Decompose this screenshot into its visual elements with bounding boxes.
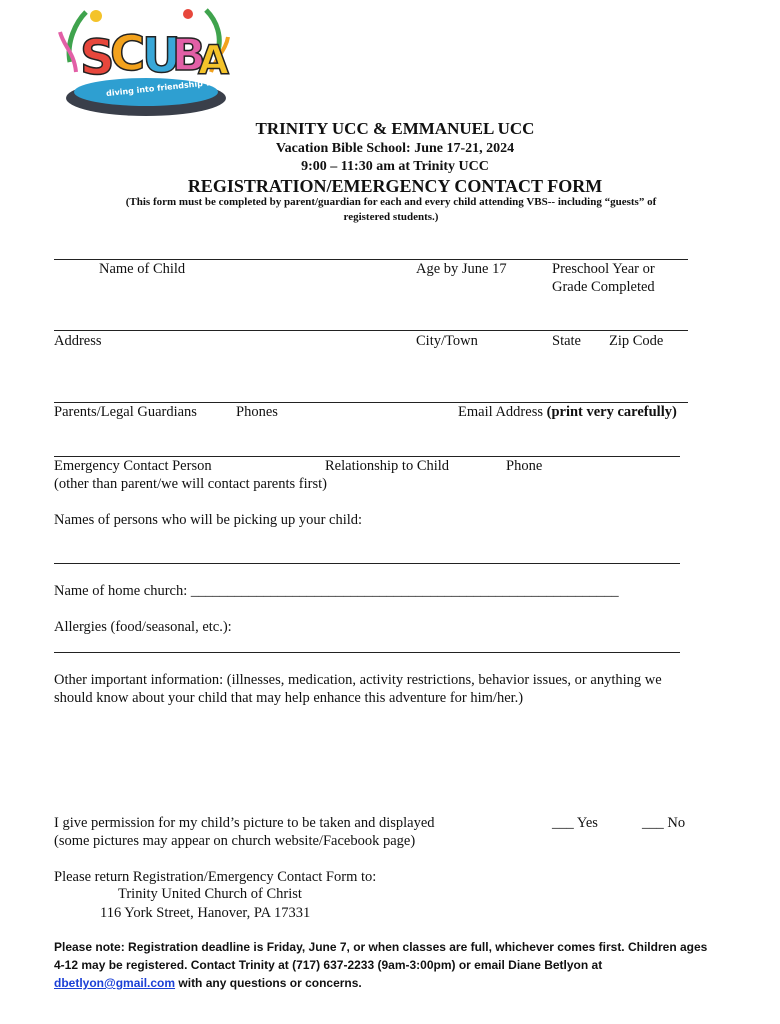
- svg-text:S: S: [80, 30, 115, 86]
- phones-label: Phones: [236, 404, 278, 420]
- address-line[interactable]: [54, 330, 688, 331]
- scuba-logo: [56, 2, 247, 120]
- email-label: Email Address (print very carefully): [458, 404, 677, 420]
- form-instructions: (This form must be completed by parent/guardian for each and every child attending VBS-- including “guests” of: [125, 196, 657, 208]
- permission-label: I give permission for my child’s picture to be taken and displayed: [54, 815, 435, 831]
- phone-label: Phone: [506, 458, 543, 474]
- parents-line[interactable]: [54, 402, 688, 403]
- relationship-label: Relationship to Child: [325, 458, 450, 474]
- emergency-line[interactable]: [54, 456, 680, 457]
- grade-label-2: Grade Completed: [552, 279, 655, 295]
- svg-text:C: C: [110, 26, 146, 82]
- permission-yes[interactable]: ___ Yes: [552, 815, 598, 831]
- permission-no[interactable]: ___ No: [642, 815, 686, 831]
- allergies-label: Allergies (food/seasonal, etc.):: [54, 619, 232, 635]
- emergency-person-label: Emergency Contact Person: [54, 458, 212, 474]
- pickup-label: Names of persons who will be picking up your child:: [54, 512, 363, 528]
- form-instructions-2: registered students.): [343, 211, 439, 223]
- grade-label: Preschool Year or: [552, 261, 655, 277]
- deadline-note: Please note: Registration deadline is Friday, June 7, or when classes are full, whichever comes first. Children ages 4-12 may be registered. Contact Trinity at (717) 637-2233 (9am-3:00pm) or email Diane Betlyon at dbetlyon@gmail.com with any questions or concerns.: [54, 940, 708, 990]
- church-name: TRINITY UCC & EMMANUEL UCC: [255, 119, 535, 138]
- permission-note: (some pictures may appear on church website/Facebook page): [54, 833, 416, 849]
- return-org: Trinity United Church of Christ: [118, 886, 302, 902]
- email-emphasis: (print very carefully): [546, 404, 677, 420]
- svg-text:B: B: [172, 30, 206, 81]
- city-label: City/Town: [416, 333, 478, 349]
- state-label: State: [552, 333, 581, 349]
- svg-text:A: A: [198, 38, 229, 84]
- zip-label: Zip Code: [609, 333, 664, 349]
- return-address: 116 York Street, Hanover, PA 17331: [100, 905, 311, 921]
- school-time: 9:00 – 11:30 am at Trinity UCC: [301, 159, 489, 174]
- contact-email-link[interactable]: dbetlyon@gmail.com: [54, 976, 176, 990]
- svg-text:U: U: [142, 28, 181, 84]
- pickup-line[interactable]: [54, 563, 680, 564]
- return-intro: Please return Registration/Emergency Contact Form to:: [54, 869, 377, 885]
- age-label: Age by June 17: [416, 261, 507, 277]
- svg-text:diving into friendship with Go: diving into friendship with God: [105, 74, 247, 99]
- emergency-note: (other than parent/we will contact parents first): [54, 476, 327, 492]
- address-label: Address: [54, 333, 102, 349]
- school-dates: Vacation Bible School: June 17-21, 2024: [275, 141, 515, 156]
- form-title: REGISTRATION/EMERGENCY CONTACT FORM: [187, 176, 603, 196]
- other-info-label: Other important information: (illnesses, medication, activity restrictions, behavior issues, or anything we: [54, 672, 662, 688]
- other-info-label-2: should know about your child that may help enhance this adventure for him/her.): [54, 690, 524, 706]
- parents-label: Parents/Legal Guardians: [54, 404, 197, 420]
- home-church-label: Name of home church: ___________________________________________________________: [54, 583, 619, 599]
- child-line[interactable]: [54, 259, 688, 260]
- allergies-line[interactable]: [54, 652, 680, 653]
- name-of-child-label: Name of Child: [99, 261, 186, 277]
- home-church-line[interactable]: ___________________________________________________________: [190, 583, 619, 599]
